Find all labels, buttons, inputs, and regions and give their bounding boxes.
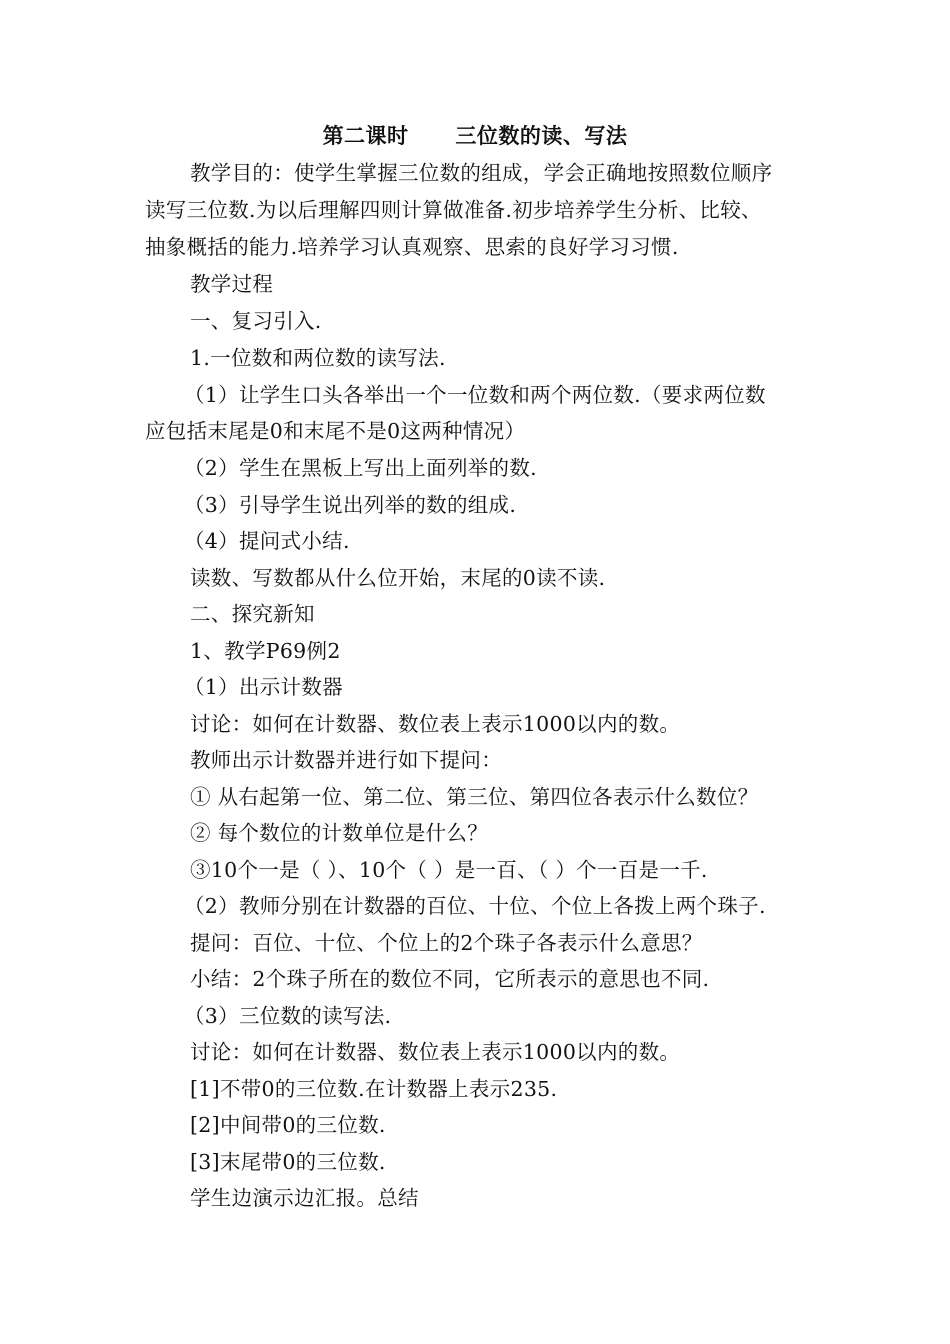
section-heading-explore: 二、探究新知 [190,602,315,626]
review-step-3: （3）引导学生说出列举的数的组成. [184,493,517,517]
question-3: ③10个一是（ ）、10个（ ）是一百、（ ）个一百是一千. [190,858,708,882]
explore-step-1: （1）出示计数器 [184,675,343,699]
beads-question: 提问：百位、十位、个位上的2个珠子各表示什么意思？ [190,931,703,955]
teacher-questions-intro: 教师出示计数器并进行如下提问： [190,748,502,772]
case-2: [2]中间带0的三位数. [190,1113,386,1137]
question-2: ② 每个数位的计数单位是什么？ [190,821,489,845]
review-step-1: （1）让学生口头各举出一个一位数和两个两位数.（要求两位数 [184,383,766,407]
review-step-2: （2）学生在黑板上写出上面列举的数. [184,456,537,480]
review-question: 读数、写数都从什么位开始，末尾的0读不读. [190,566,606,590]
review-step-4: （4）提问式小结. [184,529,350,553]
case-1: [1]不带0的三位数.在计数器上表示235. [190,1077,558,1101]
discussion-line-2: 讨论：如何在计数器、数位表上表示1000以内的数。 [190,1040,681,1064]
section-heading-review: 一、复习引入. [190,309,322,333]
discussion-line-1: 讨论：如何在计数器、数位表上表示1000以内的数。 [190,712,681,736]
review-item-1: 1.一位数和两位数的读写法. [190,346,446,370]
lesson-title: 第二课时 三位数的读、写法 [322,123,628,148]
section-heading-process: 教学过程 [190,272,274,296]
explore-step-3: （3）三位数的读写法. [184,1004,392,1028]
explore-item-1: 1、教学P69例2 [190,639,341,663]
objective-line-1: 教学目的：使学生掌握三位数的组成，学会正确地按照数位顺序 [190,161,773,185]
explore-step-2: （2）教师分别在计数器的百位、十位、个位上各拨上两个珠子. [184,894,766,918]
case-3: [3]末尾带0的三位数. [190,1150,386,1174]
closing-line: 学生边演示边汇报。总结 [190,1186,419,1210]
objective-line-3: 抽象概括的能力.培养学习认真观察、思索的良好学习习惯. [145,235,679,259]
objective-line-2: 读写三位数.为以后理解四则计算做准备.初步培养学生分析、比较、 [145,198,762,222]
question-1: ① 从右起第一位、第二位、第三位、第四位各表示什么数位？ [190,785,759,809]
review-step-1-cont: 应包括末尾是0和末尾不是0这两种情况） [145,419,526,443]
beads-summary: 小结：2个珠子所在的数位不同，它所表示的意思也不同. [190,967,710,991]
